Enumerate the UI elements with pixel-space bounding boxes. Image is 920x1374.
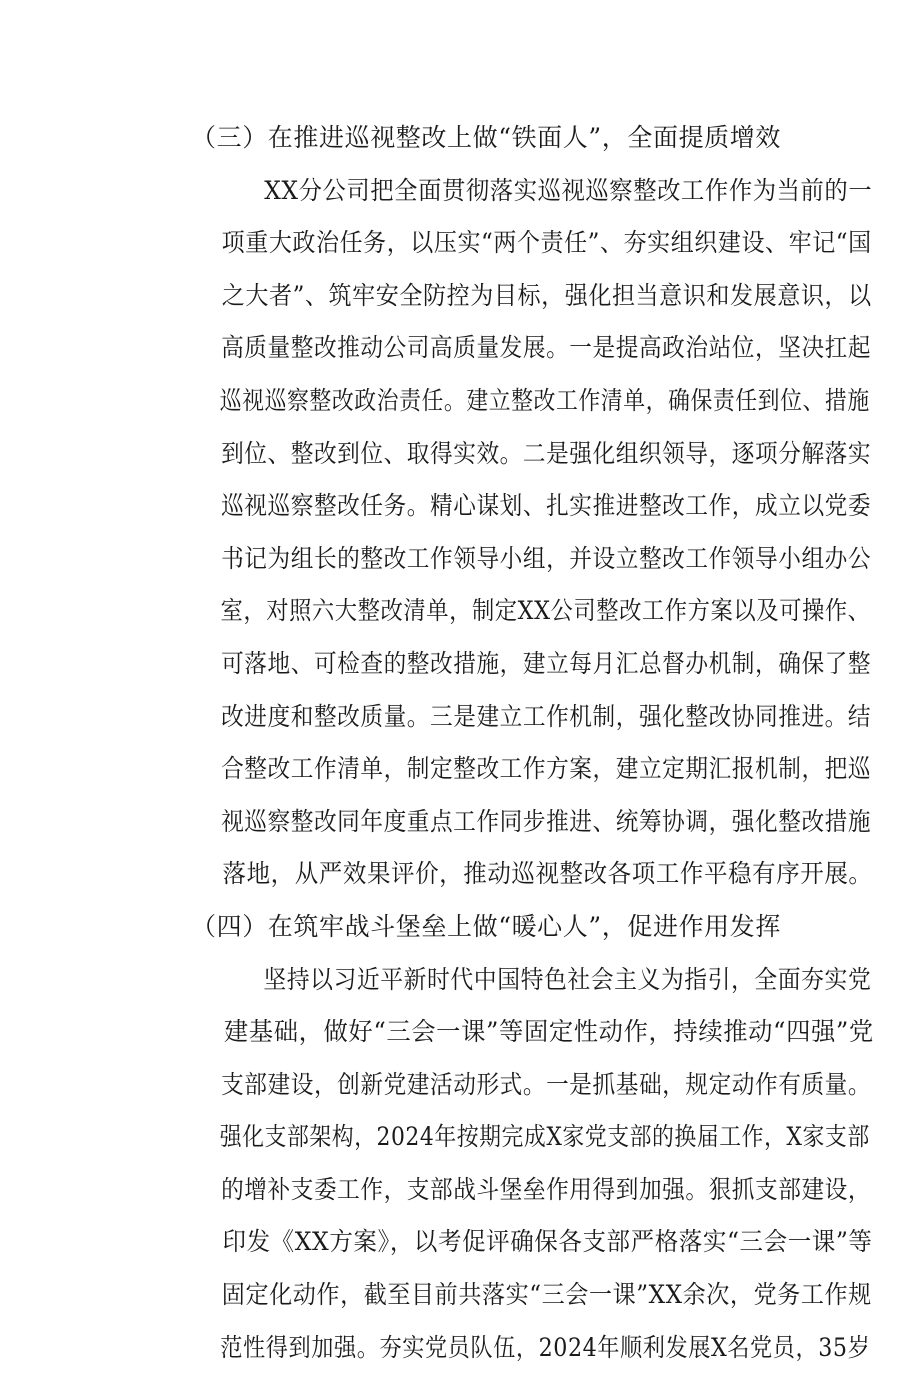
section-paragraph-4 [141, 954, 791, 1374]
paragraph-line: 高质量整改推动公司高质量发展。一是提高政治站位，坚决扛起 [141, 322, 791, 375]
section-paragraph-3 [141, 165, 791, 901]
paragraph-line: 范性得到加强。夯实党员队伍，2024年顺利发展X名党员，35岁 [141, 1322, 791, 1374]
paragraph-line: 书记为组长的整改工作领导小组，并设立整改工作领导小组办公 [141, 533, 791, 586]
paragraph-line: 改进度和整改质量。三是建立工作机制，强化整改协同推进。结 [141, 691, 791, 744]
paragraph-line: 可落地、可检查的整改措施，建立每月汇总督办机制，确保了整 [141, 638, 791, 691]
section-heading-3: （三）在推进巡视整改上做“铁面人”，全面提质增效 [141, 112, 791, 165]
paragraph-line: 到位、整改到位、取得实效。二是强化组织领导，逐项分解落实 [141, 428, 791, 481]
paragraph-line: 坚持以习近平新时代中国特色社会主义为指引，全面夯实党 [141, 954, 791, 1007]
paragraph-line: 合整改工作清单，制定整改工作方案，建立定期汇报机制，把巡 [141, 743, 791, 796]
paragraph-line: 的增补支委工作，支部战斗堡垒作用得到加强。狠抓支部建设， [141, 1164, 791, 1217]
paragraph-line: 巡视巡察整改任务。精心谋划、扎实推进整改工作，成立以党委 [141, 480, 791, 533]
paragraph-line: 支部建设，创新党建活动形式。一是抓基础，规定动作有质量。 [141, 1059, 791, 1112]
paragraph-line: 建基础，做好“三会一课”等固定性动作，持续推动“四强”党 [141, 1006, 791, 1059]
paragraph-line: 固定化动作，截至目前共落实“三会一课”XX余次，党务工作规 [141, 1269, 791, 1322]
section-heading-4: （四）在筑牢战斗堡垒上做“暖心人”，促进作用发挥 [141, 901, 791, 954]
paragraph-line: 落地，从严效果评价，推动巡视整改各项工作平稳有序开展。 [141, 848, 791, 901]
paragraph-line: XX分公司把全面贯彻落实巡视巡察整改工作作为当前的一 [141, 165, 791, 218]
paragraph-line: 项重大政治任务，以压实“两个责任”、夯实组织建设、牢记“国 [141, 217, 791, 270]
paragraph-line: 印发《XX方案》，以考促评确保各支部严格落实“三会一课”等 [141, 1216, 791, 1269]
paragraph-line: 之大者”、筑牢安全防控为目标，强化担当意识和发展意识，以 [141, 270, 791, 323]
paragraph-line: 视巡察整改同年度重点工作同步推进、统筹协调，强化整改措施 [141, 796, 791, 849]
paragraph-line: 巡视巡察整改政治责任。建立整改工作清单，确保责任到位、措施 [141, 375, 791, 428]
document-body [141, 112, 791, 1374]
paragraph-line: 强化支部架构，2024年按期完成X家党支部的换届工作，X家支部 [141, 1111, 791, 1164]
paragraph-line: 室，对照六大整改清单，制定XX公司整改工作方案以及可操作、 [141, 585, 791, 638]
